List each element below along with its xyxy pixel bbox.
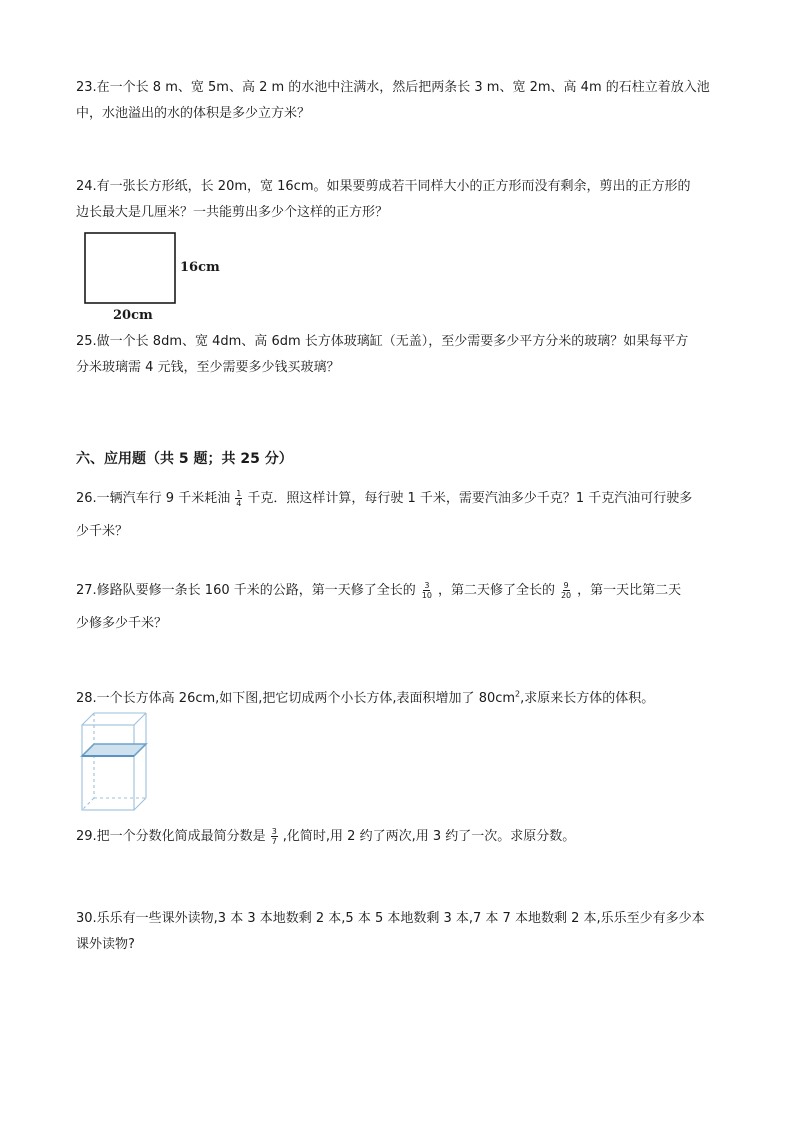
cuboid-figure [80,710,152,818]
fraction-numerator: 3 [424,581,430,590]
fraction-three-tenths [421,581,433,600]
question-29-line-1 [76,827,726,847]
question-29-text-end: ,化简时,用 2 约了两次,用 3 约了一次。求原分数。 [282,829,576,844]
fraction-denominator: 20 [560,591,572,600]
question-27-line-1 [76,581,726,601]
question-24-line-2: 边长最大是几厘米？一共能剪出多少个这样的正方形？ [76,205,389,220]
question-28-text-start: 28.一个长方体高 26cm,如下图,把它切成两个小长方体,表面积增加了 80cm [76,691,516,706]
question-27-text-middle: ，第二天修了全长的 [437,583,555,598]
question-25-line-2: 分米玻璃需 4 元钱，至少需要多少钱买玻璃？ [76,360,340,375]
question-30-line-1: 30.乐乐有一些课外读物,3 本 3 本地数剩 2 本,5 本 5 本地数剩 3 本,7 本 7 本地数剩 2 本,乐乐至少有多少本 [76,911,705,926]
fraction-denominator: 7 [271,837,277,846]
question-29-text-start: 29.把一个分数化简成最简分数是 [76,829,266,844]
fraction-one-quarter [235,489,242,508]
question-28-line-1 [76,689,726,709]
question-26-text-start: 26.一辆汽车行 9 千米耗油 [76,491,231,506]
rectangle-shape [84,232,179,306]
question-27-text-start: 27.修路队要修一条长 160 千米的公路，第一天修了全长的 [76,583,416,598]
fraction-three-sevenths [271,827,278,846]
fraction-denominator: 4 [236,499,242,508]
question-23-line-2: 中，水池溢出的水的体积是多少立方米？ [76,106,311,121]
question-25-line-1: 25.做一个长 8dm、宽 4dm、高 6dm 长方体玻璃缸（无盖），至少需要多少平方分米的玻璃？如果每平方 [76,334,689,349]
question-27-line-2: 少修多少千米？ [76,616,168,631]
question-24-line-1: 24.有一张长方形纸，长 20m，宽 16cm。如果要剪成若干同样大小的正方形而没有剩余，剪出的正方形的 [76,179,691,194]
question-30-line-2: 课外读物? [76,937,135,952]
rectangle-figure [84,232,179,310]
question-26-line-1 [76,489,726,509]
rectangle-height-label: 16cm [180,260,220,275]
question-27-text-end: ，第一天比第二天 [577,583,682,598]
fraction-nine-twentieths [560,581,572,600]
rectangle-width-label: 20cm [113,308,153,323]
question-26-line-2: 少千米？ [76,524,129,539]
question-26-text-end: 千克．照这样计算，每行驶 1 千米，需要汽油多少千克？1 千克汽油可行驶多 [247,491,693,506]
fraction-numerator: 3 [271,827,277,836]
fraction-denominator: 10 [421,591,432,600]
fraction-numerator: 1 [236,489,242,498]
question-23-line-1: 23.在一个长 8 m、宽 5m、高 2 m 的水池中注满水，然后把两条长 3 m、宽 2m、高 4m 的石柱立着放入池 [76,80,710,95]
question-28-text-end: ,求原来长方体的体积。 [520,691,655,706]
fraction-numerator: 9 [563,581,569,590]
section-6-title: 六、应用题（共 5 题；共 25 分） [76,451,293,467]
superscript-2: 2 [515,689,521,699]
cuboid-shape [80,710,152,814]
